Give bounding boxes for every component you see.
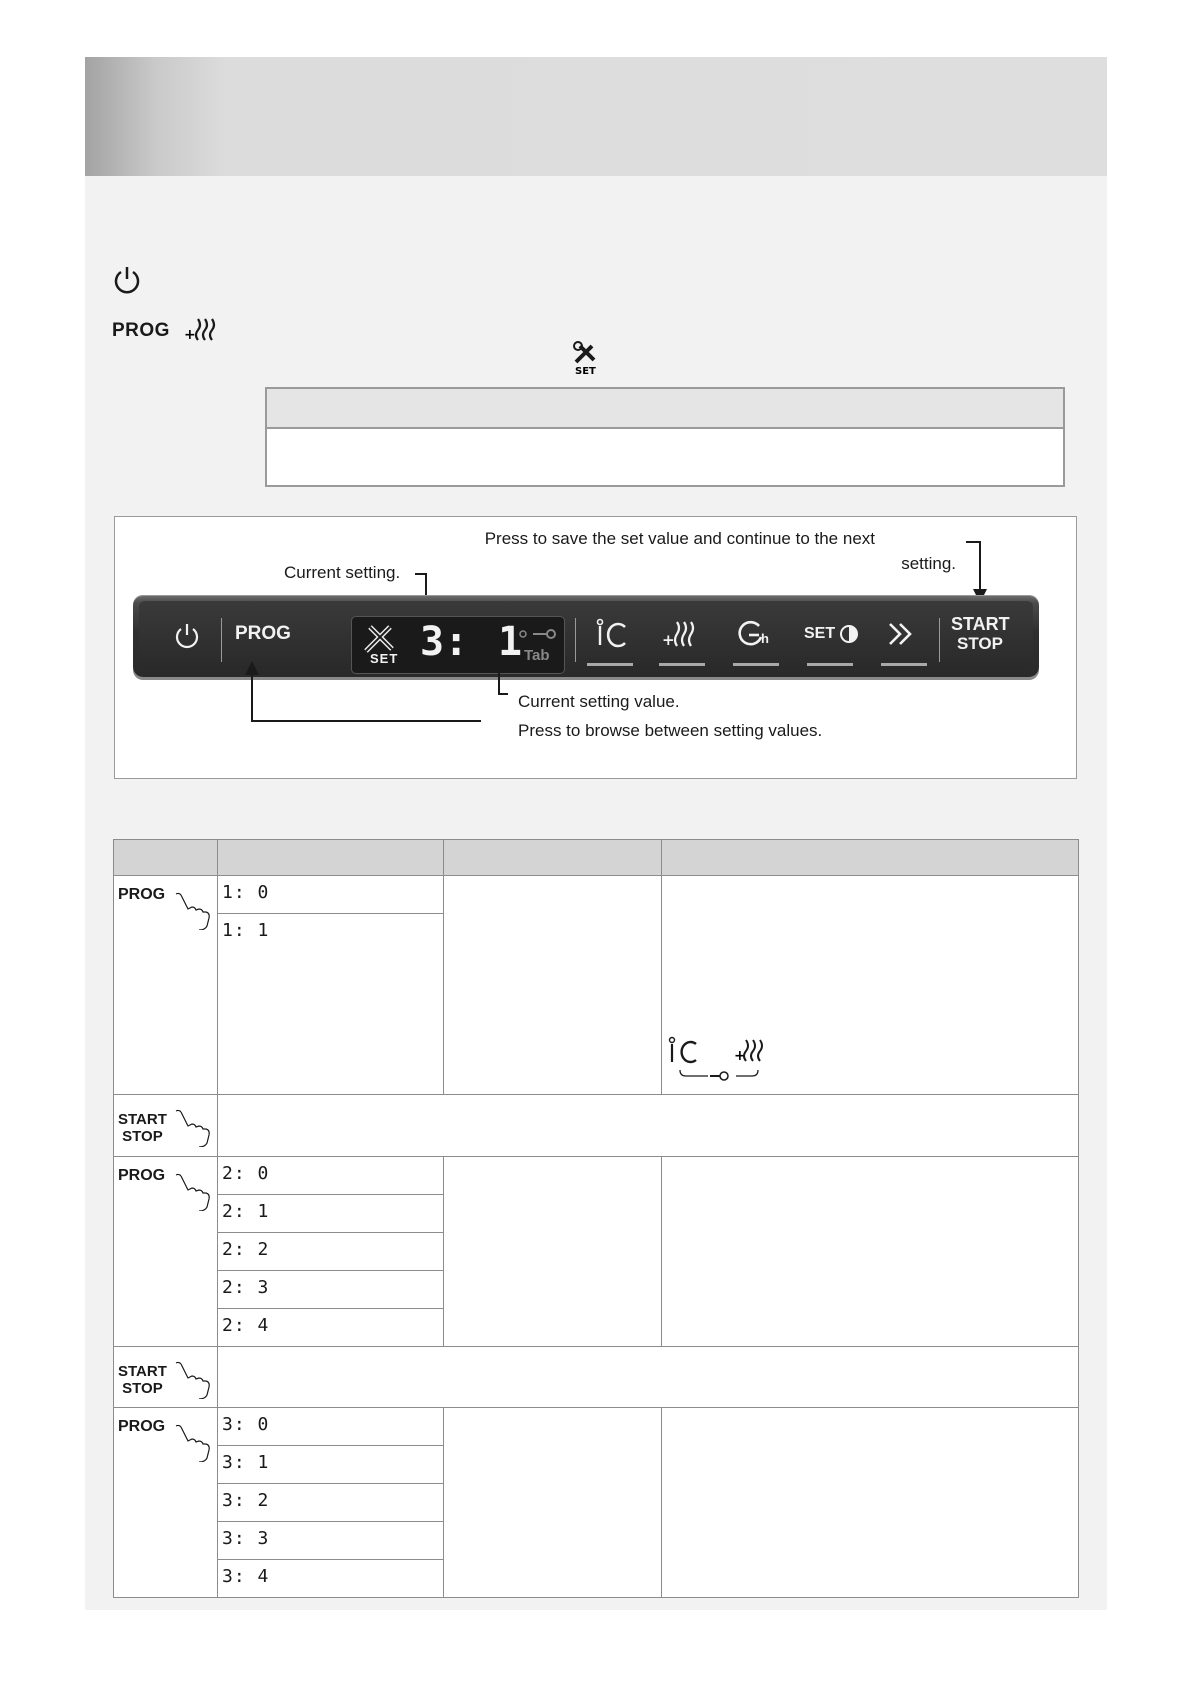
settings-set-icon	[570, 340, 604, 376]
setting-value: 2: 2	[222, 1239, 270, 1260]
header-cell	[444, 840, 662, 876]
half-circle-icon	[839, 624, 859, 644]
start-button[interactable]: START	[951, 614, 1010, 634]
setting-value: 2: 4	[222, 1315, 270, 1336]
stop-label: STOP	[122, 1128, 163, 1145]
start-stop-description-cell	[218, 1347, 1079, 1408]
extra-drying-underline	[659, 663, 705, 666]
rinse-salt-key-icons	[517, 625, 559, 645]
setting-value-cell	[218, 1271, 444, 1309]
hand-press-icon	[172, 1107, 212, 1147]
table-row	[114, 1408, 1079, 1446]
stop-label: STOP	[122, 1380, 163, 1397]
lcd-tab-label: Tab	[524, 647, 550, 664]
power-icon	[112, 265, 142, 295]
leader-browse	[251, 720, 481, 722]
callout-current-value: Current setting value.	[518, 692, 680, 711]
setting-value-cell	[218, 1309, 444, 1347]
temperature-icon[interactable]	[593, 617, 629, 651]
start-stop-description-cell	[218, 1095, 1079, 1157]
control-panel-diagram	[114, 516, 1077, 779]
notes-cell	[662, 1408, 1079, 1598]
svg-text:+: +	[662, 631, 675, 649]
header-cell	[218, 840, 444, 876]
settings-set-label: SET	[575, 366, 596, 376]
set-button[interactable]: SET	[804, 625, 836, 642]
start-stop-button-cell	[114, 1095, 218, 1157]
setting-value-cell	[218, 1446, 444, 1484]
setting-value: 3: 2	[222, 1490, 270, 1511]
temperature-underline	[587, 663, 633, 666]
stop-button[interactable]: STOP	[957, 634, 1003, 653]
delay-h-label: h	[761, 631, 769, 646]
description-cell	[444, 876, 662, 1095]
prog-label: PROG	[112, 320, 170, 341]
lcd-current-setting: 3:	[420, 619, 469, 665]
delay-underline	[733, 663, 779, 666]
leader-current-value-vertical	[498, 669, 500, 694]
forward-underline	[881, 663, 927, 666]
start-label: START	[118, 1363, 167, 1380]
key-combo-icon	[666, 1036, 776, 1088]
lcd-current-value: 1	[498, 619, 523, 665]
prog-button-label: PROG	[118, 1418, 166, 1435]
extra-drying-icon[interactable]	[662, 619, 700, 649]
prog-button-cell	[114, 876, 218, 1095]
prog-button[interactable]: PROG	[235, 623, 291, 644]
table-row	[114, 876, 1079, 914]
callout-browse-values: Press to browse between setting values.	[518, 721, 823, 740]
callout-save-next-line1: Press to save the set value and continue to the next	[484, 529, 875, 548]
info-table-header	[267, 389, 1063, 429]
setting-value-cell	[218, 1484, 444, 1522]
setting-value: 2: 1	[222, 1201, 270, 1222]
set-underline	[807, 663, 853, 666]
hand-press-icon	[172, 890, 212, 930]
appliance-control-panel	[133, 595, 1039, 677]
description-cell	[444, 1408, 662, 1598]
header-cell	[662, 840, 1079, 876]
lcd-display	[351, 616, 565, 674]
table-row	[114, 1095, 1079, 1157]
setting-value-cell	[218, 1408, 444, 1446]
start-stop-button-cell	[114, 1347, 218, 1408]
info-table	[265, 387, 1065, 487]
setting-value-cell	[218, 1195, 444, 1233]
description-cell	[444, 1157, 662, 1347]
setting-value: 1: 0	[222, 882, 270, 903]
setting-value-cell	[218, 1522, 444, 1560]
setting-value: 3: 3	[222, 1528, 270, 1549]
notes-cell	[662, 1157, 1079, 1347]
leader-browse-vertical	[251, 671, 253, 721]
table-row	[114, 1347, 1079, 1408]
header-band	[85, 57, 1107, 176]
settings-table-header	[114, 840, 1079, 876]
setting-value: 3: 1	[222, 1452, 270, 1473]
setting-value-cell	[218, 1157, 444, 1195]
prog-button-cell	[114, 1408, 218, 1598]
hand-press-icon	[172, 1422, 212, 1462]
prog-button-cell	[114, 1157, 218, 1347]
svg-text:+: +	[734, 1048, 746, 1064]
notes-cell	[662, 876, 1079, 1095]
panel-separator	[221, 618, 222, 662]
hand-press-icon	[172, 1171, 212, 1211]
extra-drying-icon	[184, 316, 220, 342]
hand-press-icon	[172, 1359, 212, 1399]
setting-value-cell	[218, 914, 444, 1095]
setting-value: 2: 3	[222, 1277, 270, 1298]
double-chevron-icon[interactable]	[887, 621, 915, 647]
setting-value-cell	[218, 876, 444, 914]
setting-value-cell	[218, 1233, 444, 1271]
setting-value: 1: 1	[222, 920, 270, 941]
panel-separator	[575, 618, 576, 662]
prog-button-label: PROG	[118, 1167, 166, 1184]
header-cell	[114, 840, 218, 876]
setting-value: 3: 4	[222, 1566, 270, 1587]
table-row	[114, 1157, 1079, 1195]
setting-value-cell	[218, 1560, 444, 1598]
power-icon[interactable]	[173, 622, 201, 650]
leader-current-value	[498, 693, 508, 695]
callout-current-setting: Current setting.	[284, 563, 401, 582]
start-label: START	[118, 1111, 167, 1128]
svg-text:+: +	[184, 327, 196, 342]
start-stop-label	[118, 1363, 167, 1397]
prog-button-label: PROG	[118, 886, 166, 903]
lcd-set-label: SET	[370, 651, 399, 666]
panel-separator	[939, 618, 940, 662]
settings-table	[113, 839, 1079, 1598]
setting-value: 2: 0	[222, 1163, 270, 1184]
setting-value: 3: 0	[222, 1414, 270, 1435]
start-stop-label	[118, 1111, 167, 1145]
callout-save-next-line2: setting.	[901, 554, 956, 573]
